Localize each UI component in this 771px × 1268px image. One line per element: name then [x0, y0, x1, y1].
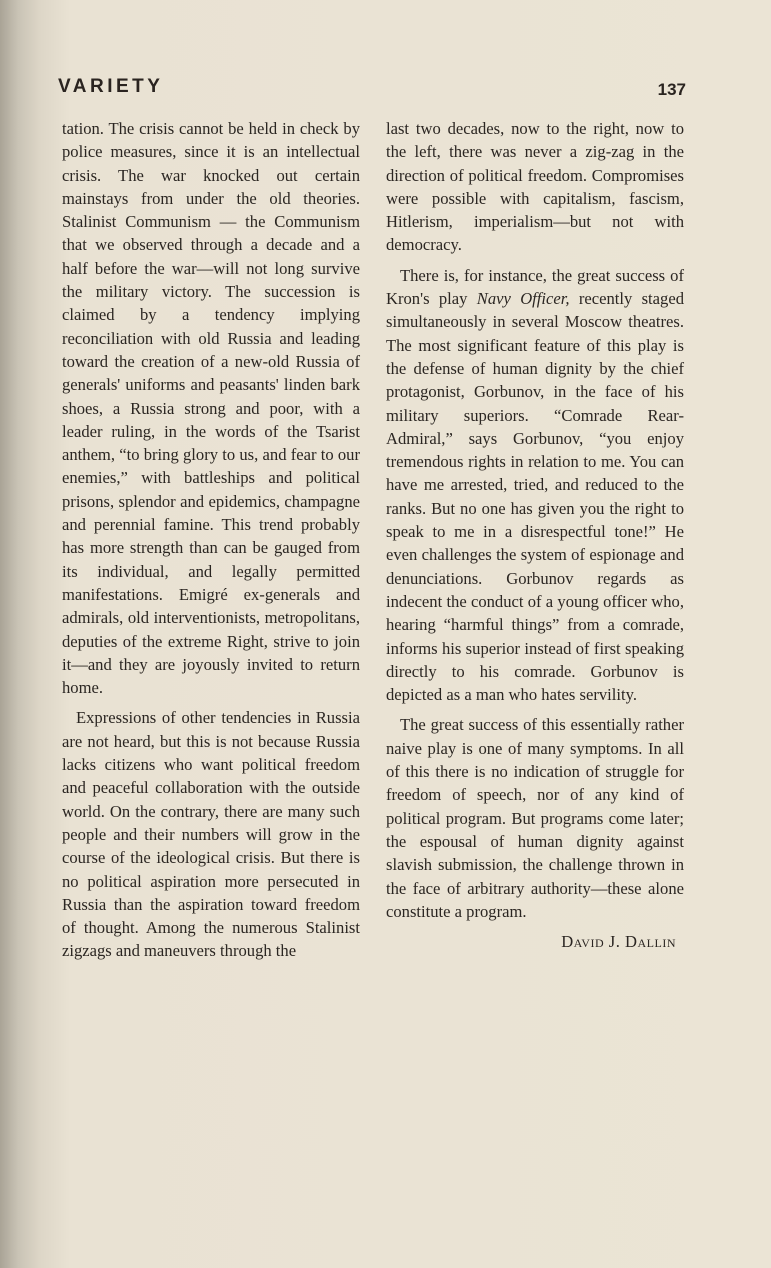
paragraph-last-two-decades: last two decades, now to the right, now to the left, there was never a zig-zag in the direction of political freedom. Compromises were possible with capitalism, fascism, Hitlerism, imperialism—but not with democracy. — [386, 119, 684, 255]
paragraph-continued: tation. The crisis cannot be held in check by police measures, since it is an intellectual crisis. The war knocked out certain mainstays from under the old theories. Stalinist Communism — the Communism that we observed through a decade and a half before the war—will not long survive the military victory. The succession is claimed by a tendency implying reconciliation with old Russia and leading toward the creation of a new-old Russia of generals' uniforms and peasants' linden bark shoes, a Russia strong and poor, with a leader ruling, in the words of the Tsarist anthem, “to bring glory to us, and fear to our enemies,” with battleships and political prisons, splendor and epidemics, champagne and perennial famine. This trend probably has more strength than can be gauged from its individual, and legally permitted manifestations. Emigré ex-generals and admirals, old interventionists, metropolitans, deputies of the extreme Right, strive to join it—and they are joyously invited to return home. — [62, 119, 360, 698]
right-column — [386, 117, 684, 953]
page-header — [58, 76, 686, 106]
paragraph-kron-play-rest: recently staged simultaneously in several Moscow theatres. The most significant feature of this play is the defense of human dignity by the chief protagonist, Gorbunov, in the face of his military superiors. “Comrade Rear-Admiral,” says Gorbunov, “you enjoy tremendous rights in relation to me. You can have me arrested, tried, and reduced to the ranks. But no one has given you the right to speak to me in a disrespectful tone!” He even challenges the system of espionage and denunciations. Gorbunov regards as indecent the conduct of a young officer who, hearing “harmful things” from a comrade, informs his superior instead of first speaking directly to his comrade. Gorbunov is depicted as a man who hates servility. — [386, 289, 684, 705]
page-number: 137 — [657, 80, 686, 99]
paragraph-expressions: Expressions of other tendencies in Russia are not heard, but this is not because Russia lacks citizens who want political freedom and peaceful collaboration with the outside world. On the contrary, there are many such people and their numbers will grow in the course of the ideological crisis. But there is no political aspiration more persecuted in Russia than the aspiration toward freedom of thought. Among the numerous Stalinist zigzags and maneuvers through the — [62, 708, 360, 961]
paragraph-kron-play-start: There is, for instance, the great success of Kron's play — [386, 265, 684, 309]
paragraph-kron-play — [386, 264, 684, 707]
play-title: Navy Officer, — [476, 289, 570, 309]
left-column — [62, 117, 360, 963]
running-head: VARIETY — [58, 76, 164, 97]
paragraph-great-success: The great success of this essentially rather naive play is one of many symptoms. In all of this there is no indication of struggle for freedom of speech, nor of any kind of political program. But programs come later; the espousal of human dignity against slavish submission, the challenge thrown in the face of arbitrary authority—these alone constitute a program. — [386, 715, 684, 921]
author-signature: David J. Dallin — [561, 932, 676, 952]
